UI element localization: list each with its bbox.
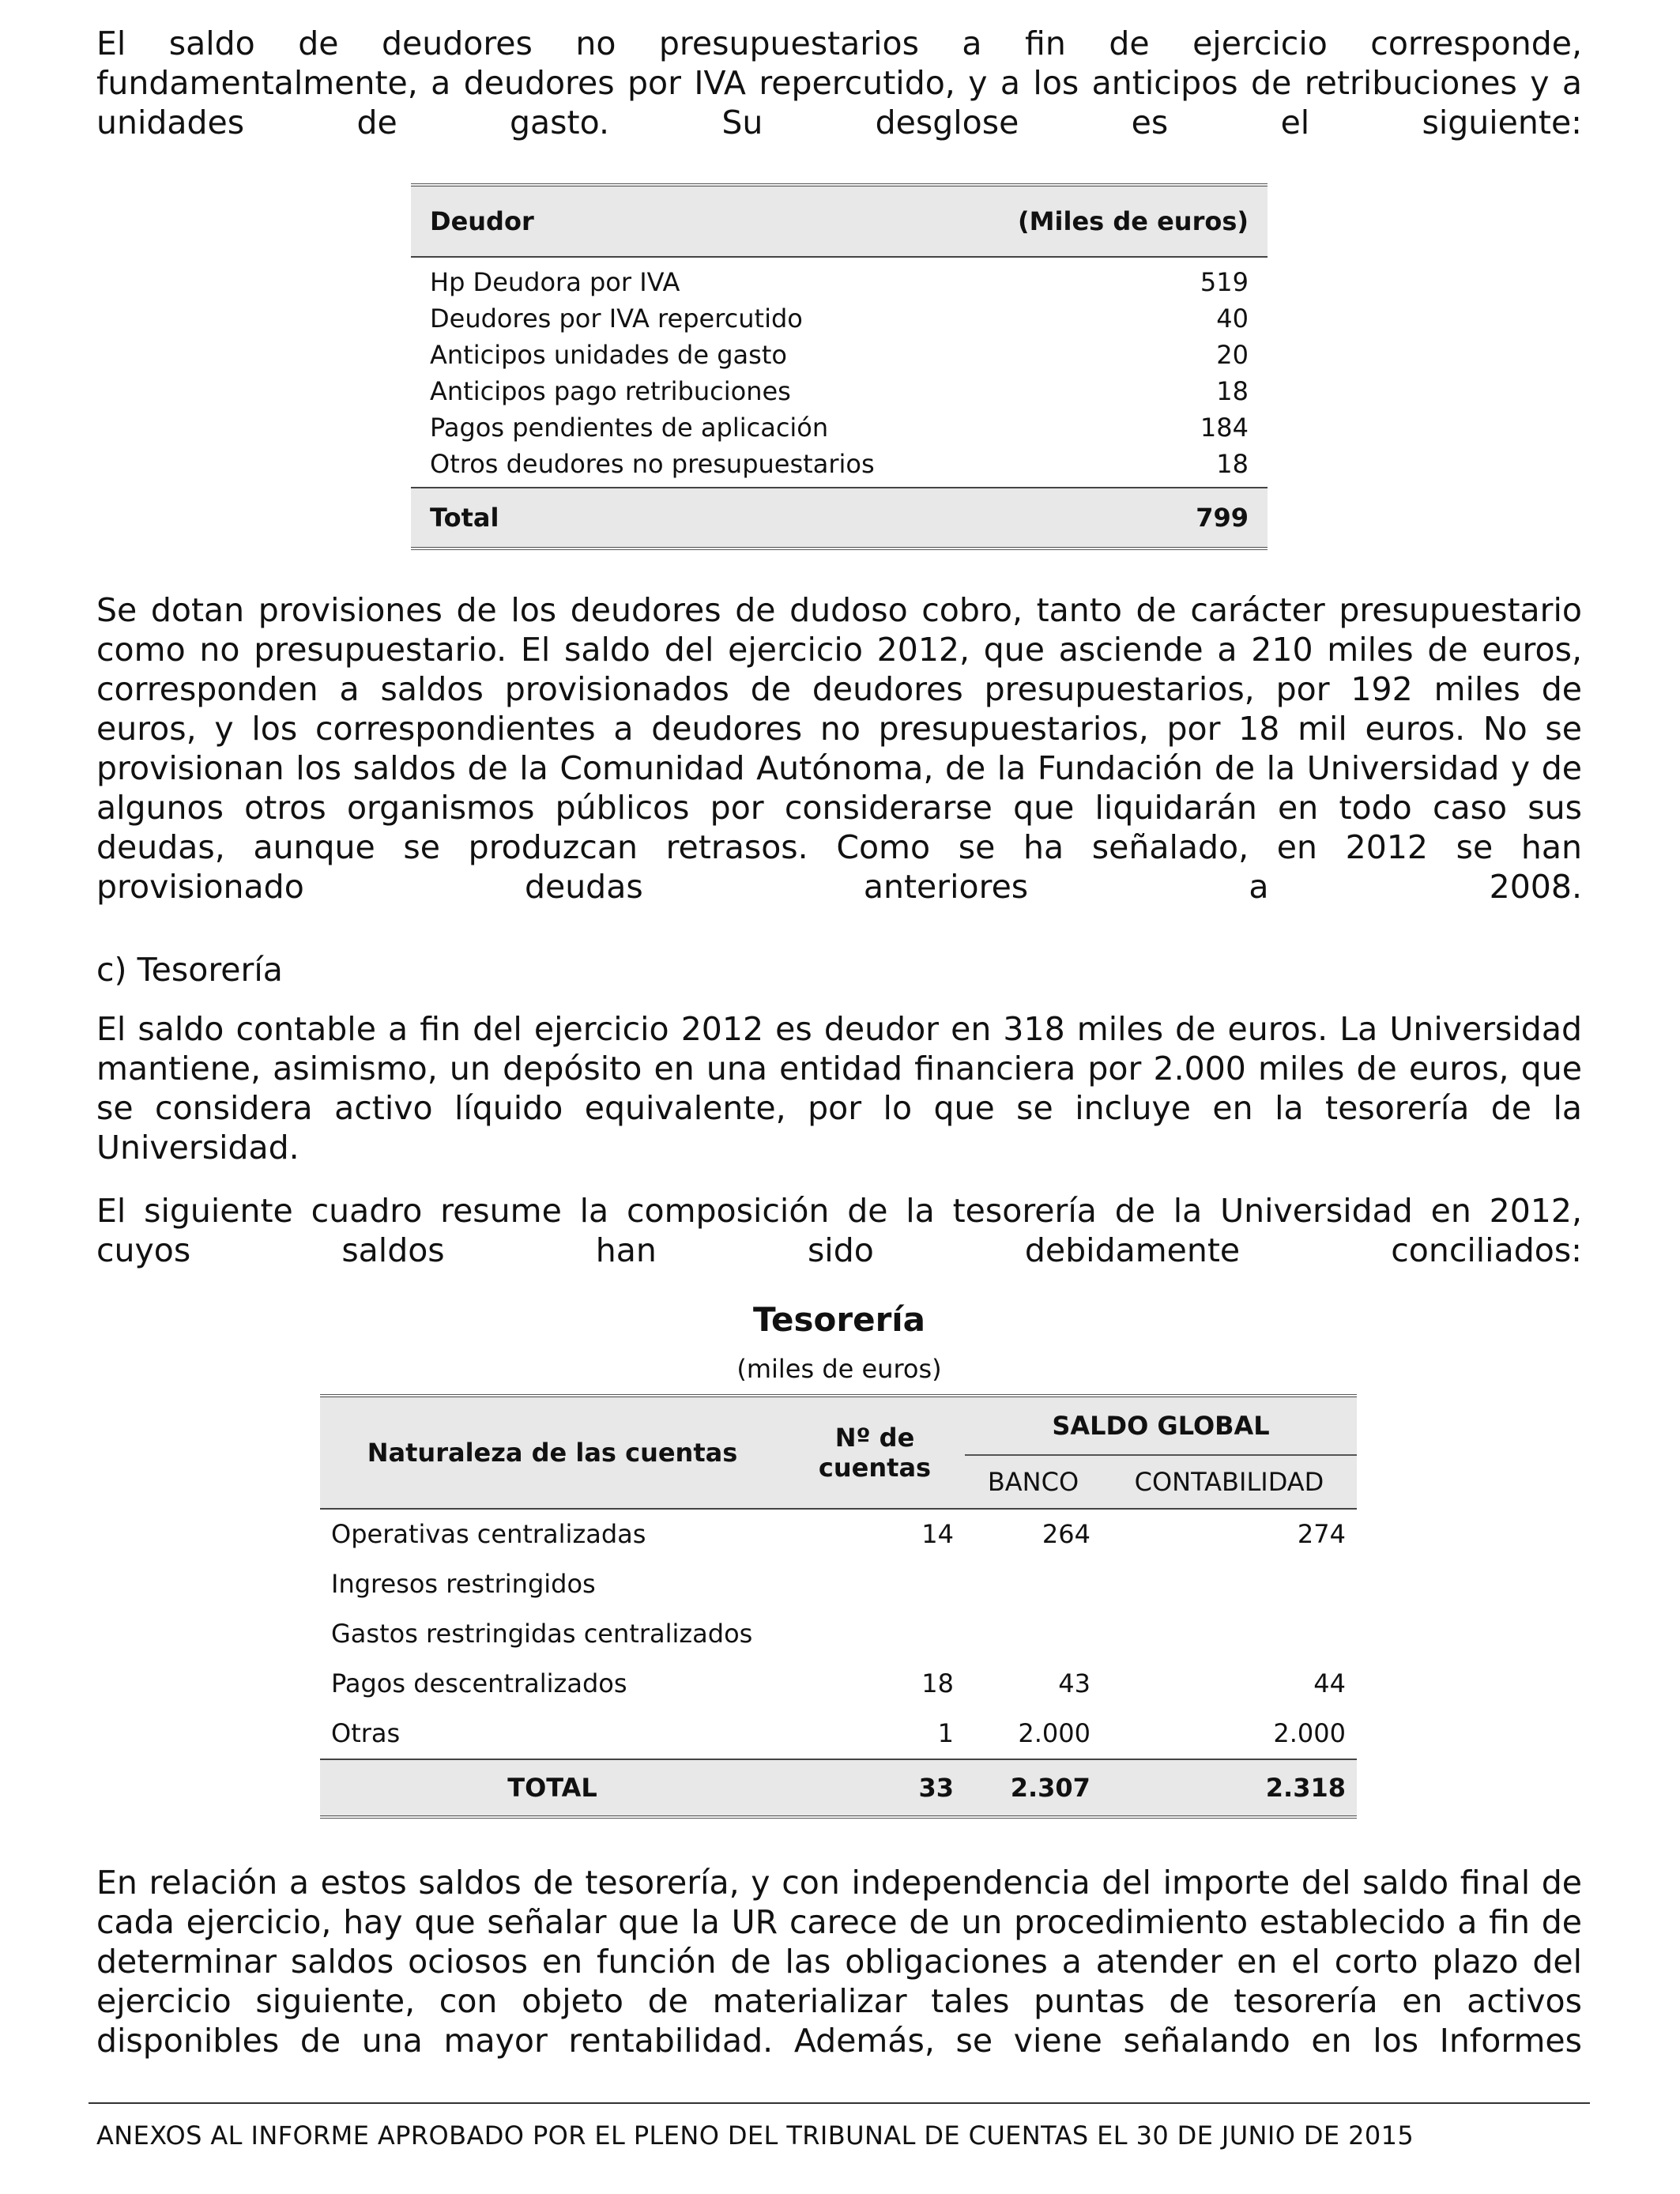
- table-row: [411, 257, 1268, 300]
- table-row: [411, 300, 1268, 337]
- row-label: Deudores por IVA repercutido: [430, 303, 803, 334]
- row-label: Gastos restringidas centralizados: [331, 1619, 753, 1649]
- paragraph-saldos-ociosos: En relación a estos saldos de tesorería, y con independencia del importe del saldo final de cada ejercicio, hay que señalar que la UR carece de un procedimiento establecido a fin de determinar saldos ociosos en función de las obligaciones a atender en el corto plazo del ejercicio siguiente, con objeto de materializar tales puntas de tesorería en activos disponibles de una mayor rentabilidad. Además, se viene señalando en los Informes: [96, 1864, 1582, 2060]
- contabilidad-header: CONTABILIDAD: [1102, 1455, 1357, 1509]
- total-label: Total: [411, 488, 961, 548]
- row-value: 18: [1216, 449, 1249, 479]
- tesoreria-table-subtitle: (miles de euros): [736, 1354, 942, 1384]
- deudor-header: Deudor: [411, 185, 961, 257]
- row-label: Operativas centralizadas: [331, 1519, 646, 1549]
- row-contabilidad: 2.000: [1273, 1718, 1346, 1748]
- deudores-table: [411, 183, 1268, 550]
- n-cuentas-header: Nº de cuentas: [785, 1396, 965, 1509]
- importe-header: (Miles de euros): [961, 185, 1268, 257]
- row-banco: 264: [1042, 1519, 1090, 1549]
- table-row: [411, 446, 1268, 488]
- total-banco: 2.307: [965, 1759, 1102, 1817]
- paragraph-saldo-contable: El saldo contable a fin del ejercicio 2012 es deudor en 318 miles de euros. La Universidad mantiene, asimismo, un depósito en una entidad financiera por 2.000 miles de euros, que se considera activo líquido equivalente, por lo que se incluye en la tesorería de la Universidad.: [96, 1010, 1582, 1167]
- tesoreria-table: [320, 1394, 1357, 1819]
- paragraph-provisiones: Se dotan provisiones de los deudores de dudoso cobro, tanto de carácter presupuestario como no presupuestario. El saldo del ejercicio 2012, que asciende a 210 miles de euros, corresponden a saldos provisionados de deudores presupuestarios, por 192 miles de euros, y los correspondientes a deudores no presupuestarios, por 18 mil euros. No se provisionan los saldos de la Comunidad Autónoma, de la Fundación de la Universidad y de algunos otros organismos públicos por considerarse que liquidarán en todo caso sus deudas, aunque se produzcan retrasos. Como se ha señalado, en 2012 se han provisionado deudas anteriores a 2008.: [96, 591, 1582, 906]
- footer-divider: [89, 2102, 1590, 2104]
- row-label: Anticipos pago retribuciones: [430, 376, 791, 406]
- row-banco: 43: [1058, 1668, 1090, 1698]
- total-value: 799: [961, 488, 1268, 548]
- row-value: 184: [1200, 413, 1249, 443]
- row-n-cuentas: 1: [937, 1718, 954, 1748]
- row-contabilidad: [1102, 1559, 1357, 1609]
- table-row: [320, 1509, 1357, 1559]
- naturaleza-header: Naturaleza de las cuentas: [320, 1396, 785, 1509]
- row-banco: [965, 1609, 1102, 1659]
- row-banco: [965, 1559, 1102, 1609]
- table-row: [411, 373, 1268, 409]
- total-contabilidad: 2.318: [1102, 1759, 1357, 1817]
- row-label: Ingresos restringidos: [331, 1569, 596, 1599]
- page-footer: ANEXOS AL INFORME APROBADO POR EL PLENO DEL TRIBUNAL DE CUENTAS EL 30 DE JUNIO DE 2015: [96, 2120, 1414, 2151]
- row-label: Pagos descentralizados: [331, 1668, 627, 1698]
- total-n-cuentas: 33: [785, 1759, 965, 1817]
- total-row: [411, 488, 1268, 548]
- row-value: 40: [1216, 303, 1249, 334]
- row-label: Hp Deudora por IVA: [430, 267, 680, 297]
- row-n-cuentas: 18: [921, 1668, 954, 1698]
- row-label: Pagos pendientes de aplicación: [430, 413, 829, 443]
- row-label: Otras: [331, 1718, 401, 1748]
- row-label: Otros deudores no presupuestarios: [430, 449, 875, 479]
- row-value: 519: [1200, 267, 1249, 297]
- table-row: [320, 1609, 1357, 1659]
- row-label: Anticipos unidades de gasto: [430, 340, 787, 370]
- row-contabilidad: 44: [1313, 1668, 1346, 1698]
- row-n-cuentas: [785, 1609, 965, 1659]
- banco-header: BANCO: [965, 1455, 1102, 1509]
- row-contabilidad: [1102, 1609, 1357, 1659]
- row-n-cuentas: 14: [921, 1519, 954, 1549]
- total-row: [320, 1759, 1357, 1817]
- tesoreria-table-title: Tesorería: [752, 1300, 926, 1339]
- table-row: [320, 1559, 1357, 1609]
- total-label: TOTAL: [320, 1759, 785, 1817]
- section-heading-tesoreria: c) Tesorería: [96, 951, 283, 989]
- table-row: [411, 337, 1268, 373]
- row-value: 20: [1216, 340, 1249, 370]
- table-row: [411, 409, 1268, 446]
- row-contabilidad: 274: [1297, 1519, 1346, 1549]
- row-n-cuentas: [785, 1559, 965, 1609]
- saldo-global-header: SALDO GLOBAL: [965, 1396, 1357, 1455]
- row-banco: 2.000: [1018, 1718, 1090, 1748]
- table-row: [320, 1659, 1357, 1709]
- table-row: [320, 1709, 1357, 1759]
- row-value: 18: [1216, 376, 1249, 406]
- paragraph-cuadro-intro: El siguiente cuadro resume la composición de la tesorería de la Universidad en 2012, cuyos saldos han sido debidamente conciliados:: [96, 1192, 1582, 1269]
- paragraph-deudores-intro: El saldo de deudores no presupuestarios a fin de ejercicio corresponde, fundamentalmente, a deudores por IVA repercutido, y a los anticipos de retribuciones y a unidades de gasto. Su desglose es el siguiente:: [96, 25, 1582, 141]
